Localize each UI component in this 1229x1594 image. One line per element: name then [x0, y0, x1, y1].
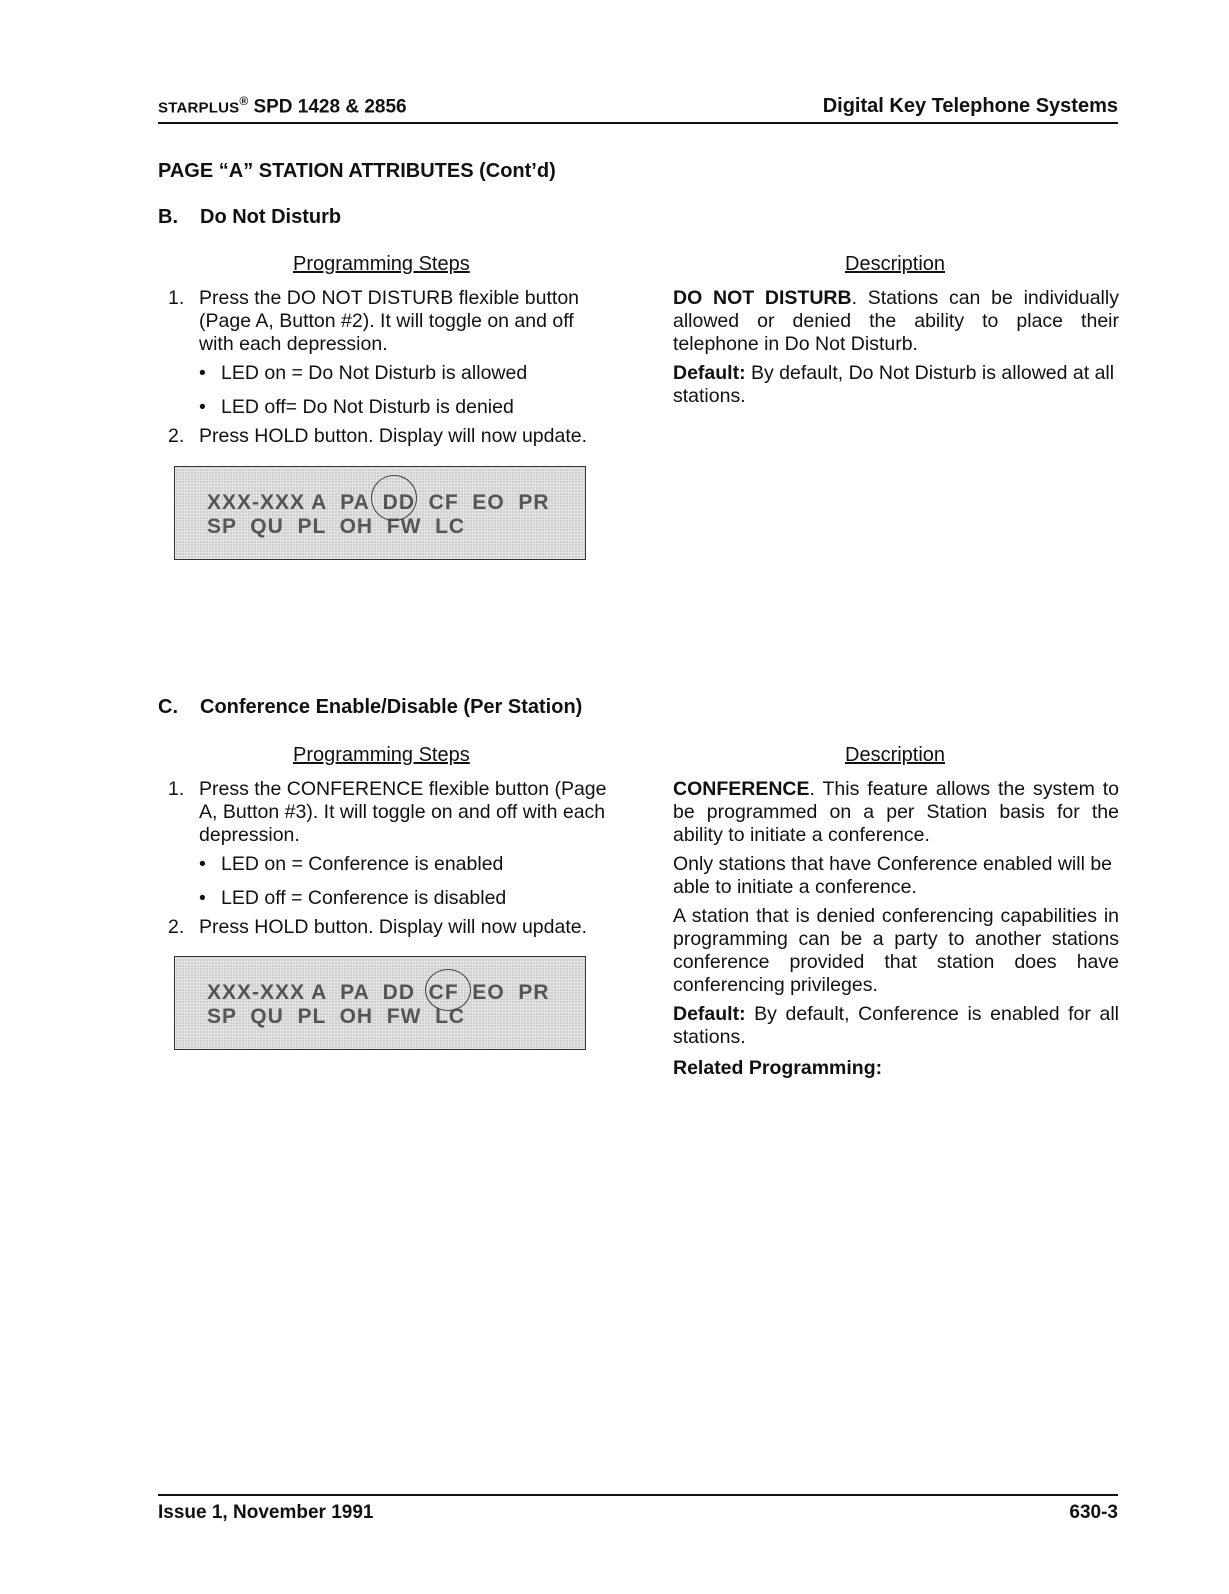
page-header	[158, 90, 1118, 124]
section-b-letter: B.	[158, 206, 178, 228]
section-b-steps-heading: Programming Steps	[293, 253, 470, 275]
registered-mark: ®	[239, 93, 249, 108]
lcd-display-b	[174, 466, 586, 560]
step-item	[168, 287, 608, 356]
header-product	[158, 94, 407, 118]
bullet-item	[199, 362, 608, 385]
footer-issue: Issue 1, November 1991	[158, 1502, 374, 1523]
section-b-description-heading: Description	[845, 253, 946, 275]
description-paragraph	[673, 778, 1119, 847]
description-text: . Stations can be individually allowed or denied the ability to place their telephone in Do Not Disturb.	[673, 287, 1119, 355]
highlight-circle-cf	[425, 969, 471, 1011]
bullet-item	[199, 853, 608, 876]
page-title: PAGE “A” STATION ATTRIBUTES (Cont’d)	[158, 160, 556, 182]
bullet-text: LED off = Conference is disabled	[221, 887, 507, 909]
section-c-description-heading: Description	[845, 744, 946, 766]
section-b-title	[158, 206, 341, 229]
bullet-icon: •	[199, 362, 206, 384]
header-model: SPD 1428 & 2856	[248, 96, 407, 117]
bullet-item	[199, 396, 608, 419]
section-c-heading: Conference Enable/Disable (Per Station)	[200, 696, 583, 718]
bullet-icon: •	[199, 396, 206, 418]
description-term: DO NOT DISTURB	[673, 287, 852, 309]
header-title: Digital Key Telephone Systems	[822, 95, 1118, 117]
section-c-letter: C.	[158, 696, 178, 718]
step-number: 1.	[168, 287, 185, 309]
section-c-description	[673, 778, 1119, 1086]
step-item	[168, 916, 608, 939]
default-text: By default, Do Not Disturb is allowed at all stations.	[673, 362, 1115, 407]
default-paragraph	[673, 362, 1119, 408]
default-text: By default, Conference is enabled for all stations.	[673, 1003, 1119, 1048]
default-label: Default:	[673, 1003, 746, 1025]
step-number: 2.	[168, 425, 185, 447]
step-number: 2.	[168, 916, 185, 938]
default-paragraph	[673, 1003, 1119, 1049]
section-c-steps-heading: Programming Steps	[293, 744, 470, 766]
lcd-display-c	[174, 956, 586, 1050]
footer-page-number: 630-3	[1069, 1502, 1118, 1523]
description-term: CONFERENCE	[673, 778, 810, 800]
lcd-line-2: SP QU PL OH FW LC	[207, 1005, 466, 1028]
step-item	[168, 425, 608, 448]
step-text: Press the DO NOT DISTURB flexible button (Page A, Button #2). It will toggle on and off with each depression.	[199, 287, 580, 355]
lcd-line-2: SP QU PL OH FW LC	[207, 515, 466, 538]
lcd-line-1: XXX-XXX A PA DD CF EO PR	[207, 491, 550, 514]
bullet-text: LED on = Do Not Disturb is allowed	[221, 362, 528, 384]
related-programming-label: Related Programming:	[673, 1057, 883, 1079]
description-paragraph	[673, 287, 1119, 356]
default-label: Default:	[673, 362, 746, 384]
step-text: Press the CONFERENCE flexible button (Page A, Button #3). It will toggle on and off with each depression.	[199, 778, 607, 846]
section-b-description	[673, 287, 1119, 414]
page-footer	[158, 1494, 1118, 1523]
description-paragraph: A station that is denied conferencing capabilities in programming can be a party to another stations conference provided that station does have conferencing privileges.	[673, 905, 1119, 996]
section-b-steps	[168, 287, 608, 448]
description-paragraph: Only stations that have Conference enabled will be able to initiate a conference.	[673, 853, 1113, 898]
step-text: Press HOLD button. Display will now update.	[199, 916, 588, 938]
header-brand: STARPLUS	[158, 99, 240, 116]
bullet-icon: •	[199, 853, 206, 875]
bullet-item	[199, 887, 608, 910]
lcd-line-1: XXX-XXX A PA DD CF EO PR	[207, 981, 550, 1004]
bullet-icon: •	[199, 887, 206, 909]
description-text: . This feature allows the system to be programmed on a per Station basis for the ability to initiate a conference.	[673, 778, 1119, 846]
step-text: Press HOLD button. Display will now update.	[199, 425, 588, 447]
section-c-title	[158, 696, 582, 719]
bullet-text: LED off= Do Not Disturb is denied	[221, 396, 514, 418]
section-b-heading: Do Not Disturb	[200, 206, 342, 228]
highlight-circle-dd	[371, 475, 417, 521]
section-c-steps	[168, 778, 608, 939]
step-item	[168, 778, 608, 847]
step-number: 1.	[168, 778, 185, 800]
bullet-text: LED on = Conference is enabled	[221, 853, 504, 875]
